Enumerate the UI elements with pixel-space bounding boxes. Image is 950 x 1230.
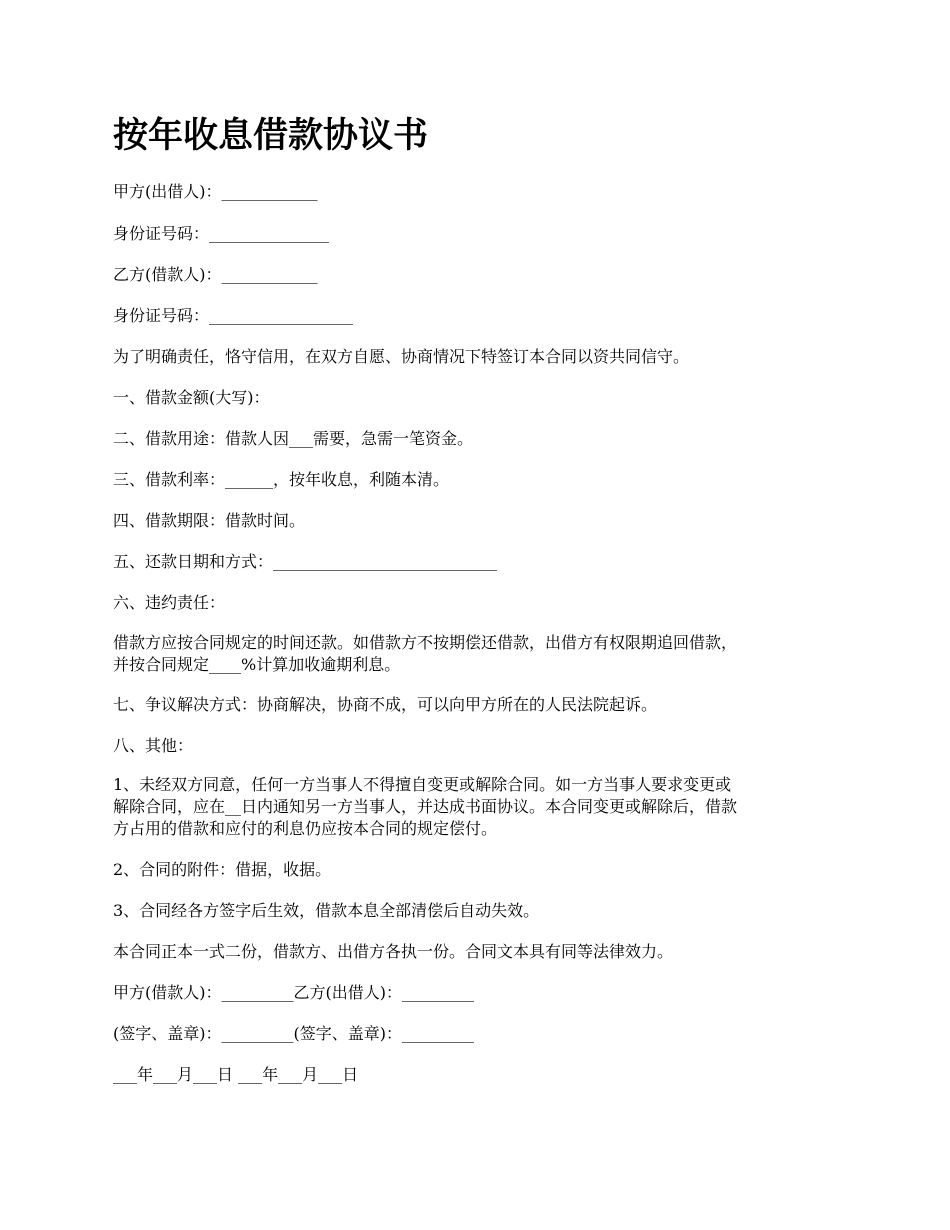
signature-date-line: ___年___月___日 ___年___月___日 bbox=[113, 1065, 359, 1084]
lender-id-line: 身份证号码：_______________ bbox=[113, 224, 330, 243]
loan-purpose-clause: 二、借款用途：借款人因___需要，急需一笔资金。 bbox=[113, 429, 474, 448]
interest-rate-clause: 三、借款利率：______，按年收息，利随本清。 bbox=[113, 470, 450, 489]
loan-term-clause: 四、借款期限：借款时间。 bbox=[113, 511, 306, 530]
lender-name-line: 甲方(出借人)：____________ bbox=[113, 182, 318, 201]
other-item-3: 3、合同经各方签字后生效，借款本息全部清偿后自动失效。 bbox=[113, 901, 540, 920]
borrower-id-line: 身份证号码：__________________ bbox=[113, 306, 354, 325]
loan-amount-clause: 一、借款金额(大写)： bbox=[113, 388, 270, 407]
signature-parties-line: 甲方(借款人)：_________乙方(出借人)：_________ bbox=[113, 983, 474, 1002]
repayment-clause: 五、还款日期和方式：____________________________ bbox=[113, 552, 498, 571]
breach-paragraph: 借款方应按合同规定的时间还款。如借款方不按期偿还借款，出借方有权限期追回借款， 并按合同规定____%计算加收逾期利息。 bbox=[113, 633, 738, 674]
copies-clause: 本合同正本一式二份，借款方、出借方各执一份。合同文本具有同等法律效力。 bbox=[113, 942, 674, 961]
other-heading: 八、其他： bbox=[113, 736, 194, 755]
signature-seal-line: (签字、盖章)：_________(签字、盖章)：_________ bbox=[113, 1024, 474, 1043]
other-item-1: 1、未经双方同意，任何一方当事人不得擅自变更或解除合同。如一方当事人要求变更或 解除合同，应在__日内通知另一方当事人，并达成书面协议。本合同变更或解除后，借款 方占用的借款和应付的利息仍应按本合同的规定偿付。 bbox=[113, 775, 738, 838]
preamble-line: 为了明确责任，恪守信用，在双方自愿、协商情况下特签订本合同以资共同信守。 bbox=[113, 347, 690, 366]
other-item-2: 2、合同的附件：借据，收据。 bbox=[113, 860, 332, 879]
dispute-clause: 七、争议解决方式：协商解决，协商不成，可以向甲方所在的人民法院起诉。 bbox=[113, 695, 658, 714]
breach-heading: 六、违约责任： bbox=[113, 593, 226, 612]
borrower-name-line: 乙方(借款人)：____________ bbox=[113, 265, 318, 284]
document-title: 按年收息借款协议书 bbox=[113, 116, 429, 156]
